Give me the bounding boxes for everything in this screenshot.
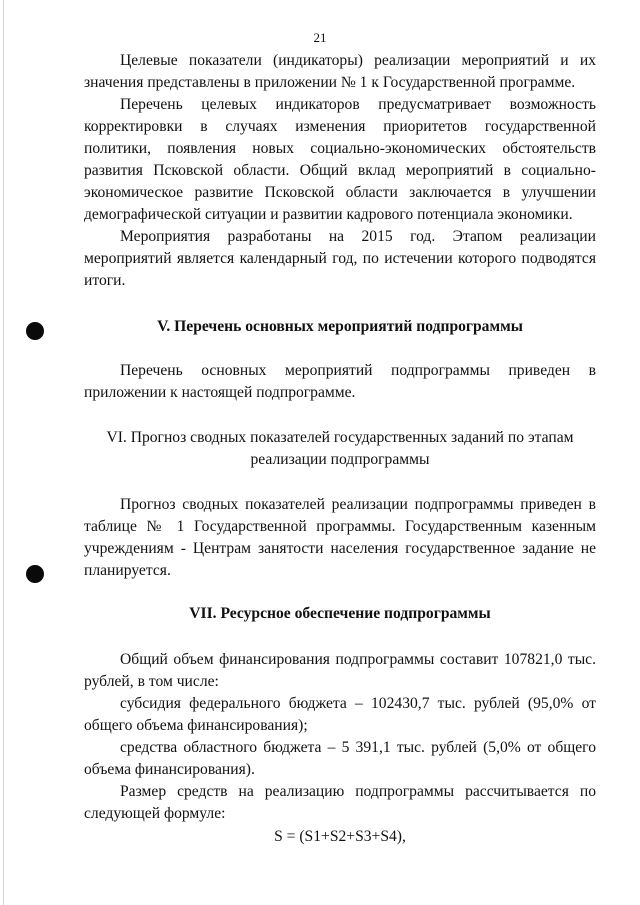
section-vii-block: [84, 649, 596, 825]
funding-formula: S = (S1+S2+S3+S4),: [274, 828, 406, 845]
paragraph-regional-budget: средства областного бюджета – 5 391,1 тыс. рублей (5,0% от общего объема финансирования).: [84, 739, 596, 778]
punch-hole-icon: [26, 322, 44, 340]
page-edge-line: [3, 0, 4, 905]
paragraph-formula-intro: Размер средств на реализацию подпрограммы рассчитывается по следующей формуле:: [84, 783, 596, 822]
section-heading-vi-line1: VI. Прогноз сводных показателей государственных заданий по этапам: [106, 429, 574, 446]
paragraph-forecast: Прогноз сводных показателей реализации подпрограммы приведен в таблице № 1 Государственной программы. Государственным казенным учреждениям - Центрам занятости населения государственное задание не планируется.: [84, 496, 596, 579]
paragraph-total-funding: Общий объем финансирования подпрограммы составит 107821,0 тыс. рублей, в том числе:: [84, 651, 596, 690]
paragraph-activities-list: Перечень основных мероприятий подпрограммы приведен в приложении к настоящей подпрограмме.: [84, 362, 596, 401]
punch-hole-icon: [26, 565, 44, 583]
section-heading-vi-line2: реализации подпрограммы: [250, 451, 430, 468]
section-heading-vii: VII. Ресурсное обеспечение подпрограммы: [189, 605, 491, 622]
intro-block: [84, 50, 596, 292]
section-v-block: [84, 360, 596, 404]
paragraph-correction: Перечень целевых индикаторов предусматривает возможность корректировки в случаях изменения приоритетов государственной политики, появления новых социально-экономических обстоятельств развития Псковской области. Общий вклад мероприятий в социально-экономическое развитие Псковской области заключается в улучшении демографической ситуации и развитии кадрового потенциала экономики.: [84, 96, 596, 223]
section-heading-v: V. Перечень основных мероприятий подпрограммы: [157, 318, 523, 335]
section-heading-vi: [84, 427, 596, 471]
section-vi-block: [84, 494, 596, 582]
paragraph-stages: Мероприятия разработаны на 2015 год. Этапом реализации мероприятий является календарный год, по истечении которого подводятся итоги.: [84, 228, 596, 289]
paragraph-federal-subsidy: субсидия федерального бюджета – 102430,7 тыс. рублей (95,0% от общего объема финансирования);: [84, 695, 596, 734]
page-number: 21: [313, 30, 327, 45]
paragraph-indicators: Целевые показатели (индикаторы) реализации мероприятий и их значения представлены в приложении № 1 к Государственной программе.: [84, 52, 596, 91]
